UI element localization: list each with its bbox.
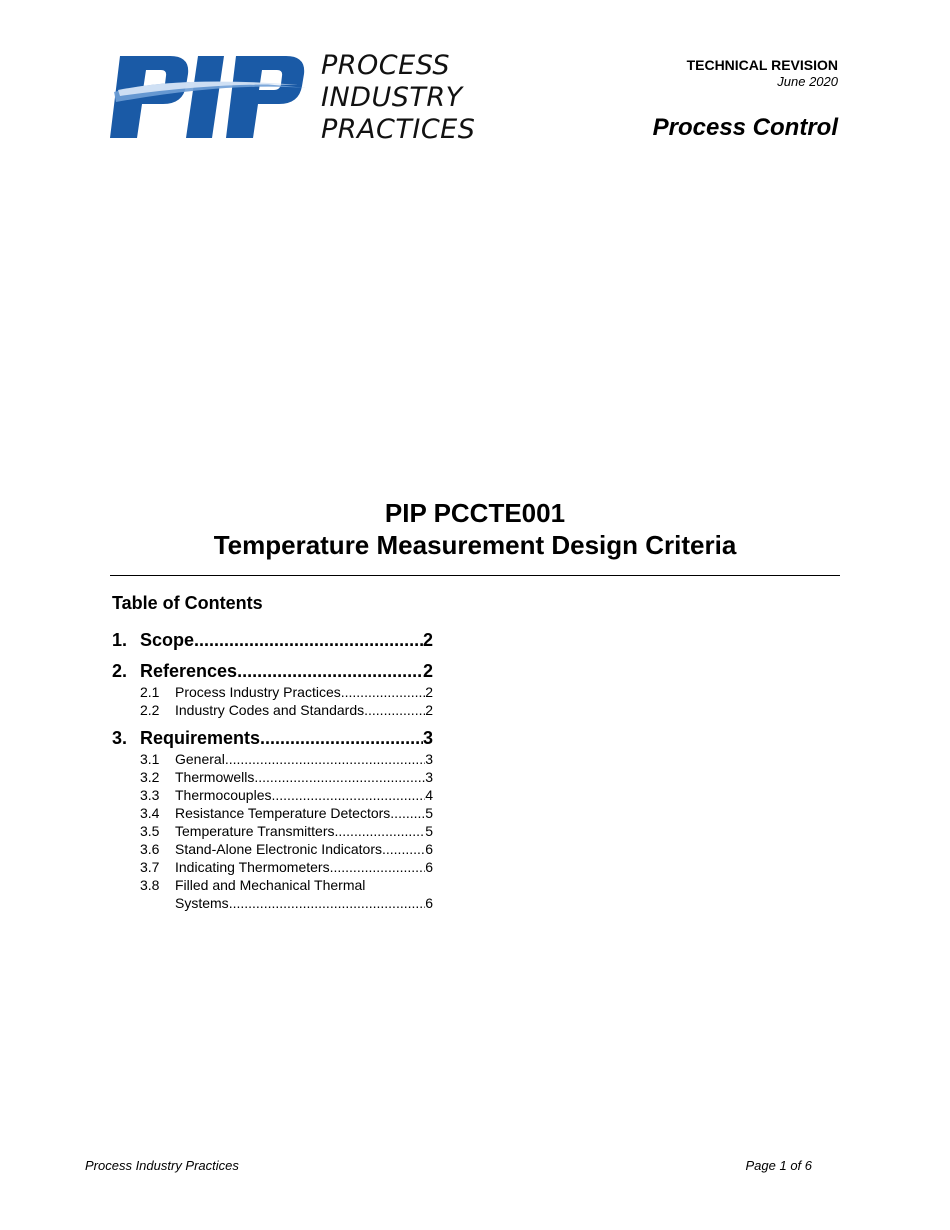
logo-line-industry: INDUSTRY — [321, 82, 463, 113]
toc-section — [112, 726, 433, 912]
toc-subentry[interactable] — [112, 750, 433, 768]
toc-leader-dots — [364, 701, 425, 719]
toc-subentry-page: 4 — [425, 787, 433, 803]
footer-publisher: Process Industry Practices — [85, 1158, 239, 1173]
toc-subentry-number: 3.6 — [140, 841, 160, 857]
toc-leader-dots — [260, 726, 423, 750]
toc-subentry-label: Process Industry Practices — [175, 684, 341, 700]
toc-leader-dots — [229, 894, 426, 912]
toc-subentry-label: Resistance Temperature Detectors — [175, 805, 391, 821]
toc-heading: Table of Contents — [112, 593, 263, 613]
toc-leader-dots — [194, 628, 423, 652]
toc-subentry[interactable] — [112, 822, 433, 840]
toc-entry-label: Requirements — [140, 728, 261, 748]
toc-subentry-number: 3.2 — [140, 769, 160, 785]
toc-subentry-page: 2 — [425, 702, 433, 718]
toc-subentry-number: 2.1 — [140, 684, 160, 700]
toc-entry-page: 3 — [422, 728, 433, 748]
toc-subentry-page: 6 — [425, 895, 433, 911]
toc-subentry-number: 3.4 — [140, 805, 160, 821]
toc-subentry-page: 6 — [425, 841, 433, 857]
toc-entry-label: Scope — [140, 630, 195, 650]
toc-entry-number: 3. — [112, 728, 128, 748]
toc-entry-page: 2 — [422, 630, 433, 650]
toc-leader-dots — [237, 659, 423, 683]
toc-subentry[interactable] — [112, 858, 433, 876]
toc-entry-page: 2 — [422, 661, 433, 681]
toc-leader-dots — [330, 858, 426, 876]
toc-leader-dots — [382, 840, 425, 858]
toc-section — [112, 659, 433, 719]
toc-subentry-number: 3.8 — [140, 877, 160, 893]
toc-subentry[interactable] — [112, 786, 433, 804]
toc-subentry-label: General — [175, 751, 225, 767]
toc-subentry[interactable] — [112, 701, 433, 719]
toc-subentry[interactable] — [112, 876, 433, 894]
toc-entry-requirements[interactable] — [112, 726, 433, 750]
toc-subentry-continuation[interactable] — [112, 894, 433, 912]
toc-entry-number: 2. — [112, 661, 128, 681]
toc-leader-dots — [390, 804, 425, 822]
toc-section — [112, 628, 433, 652]
logo-line-process: PROCESS — [321, 50, 451, 81]
toc-subentry-label: Temperature Transmitters — [175, 823, 335, 839]
toc-subentry[interactable] — [112, 683, 433, 701]
footer-page-number: Page 1 of 6 — [745, 1158, 812, 1173]
revision-date: June 2020 — [777, 74, 838, 89]
toc-leader-dots — [335, 822, 426, 840]
toc-subentry-page: 5 — [425, 805, 433, 821]
toc-subentry-label: Filled and Mechanical Thermal — [175, 877, 366, 893]
document-number: PIP PCCTE001 — [384, 498, 566, 528]
toc-subentry[interactable] — [112, 840, 433, 858]
toc-subentry-number: 3.1 — [140, 751, 160, 767]
toc-subentry-number: 2.2 — [140, 702, 160, 718]
toc-leader-dots — [254, 768, 425, 786]
toc-entry-scope[interactable] — [112, 628, 433, 652]
logo-letter-p2 — [226, 56, 304, 138]
toc-entry-label: References — [140, 661, 238, 681]
toc-subentry-page: 3 — [425, 751, 433, 767]
toc-entry-references[interactable] — [112, 659, 433, 683]
toc-subentry-label: Thermowells — [175, 769, 255, 785]
toc-leader-dots — [225, 750, 425, 768]
toc-entry-number: 1. — [112, 630, 128, 650]
pip-logo-mark — [108, 52, 308, 140]
discipline-title: Process Control — [652, 114, 838, 141]
toc-subentry[interactable] — [112, 768, 433, 786]
document-title: Temperature Measurement Design Criteria — [213, 530, 737, 560]
toc-subentry-number: 3.3 — [140, 787, 160, 803]
toc-subentry-page: 3 — [425, 769, 433, 785]
toc-leader-dots — [341, 683, 425, 701]
table-of-contents — [112, 628, 433, 919]
logo-wordmark — [321, 50, 475, 146]
logo-letter-i — [186, 56, 224, 138]
toc-subentry[interactable] — [112, 804, 433, 822]
revision-label: TECHNICAL REVISION — [686, 57, 838, 73]
logo-line-practices: PRACTICES — [321, 114, 476, 145]
toc-leader-dots — [272, 786, 426, 804]
toc-subentry-number: 3.5 — [140, 823, 160, 839]
toc-subentry-page: 2 — [425, 684, 433, 700]
toc-subentry-page: 6 — [425, 859, 433, 875]
toc-subentry-number: 3.7 — [140, 859, 160, 875]
toc-subentry-label: Thermocouples — [175, 787, 272, 803]
toc-subentry-label: Indicating Thermometers — [175, 859, 330, 875]
title-divider — [110, 575, 840, 576]
toc-subentry-label: Stand-Alone Electronic Indicators — [175, 841, 382, 857]
toc-subentry-page: 5 — [425, 823, 433, 839]
toc-subentry-label-cont: Systems — [175, 895, 229, 911]
toc-subentry-label: Industry Codes and Standards — [175, 702, 365, 718]
